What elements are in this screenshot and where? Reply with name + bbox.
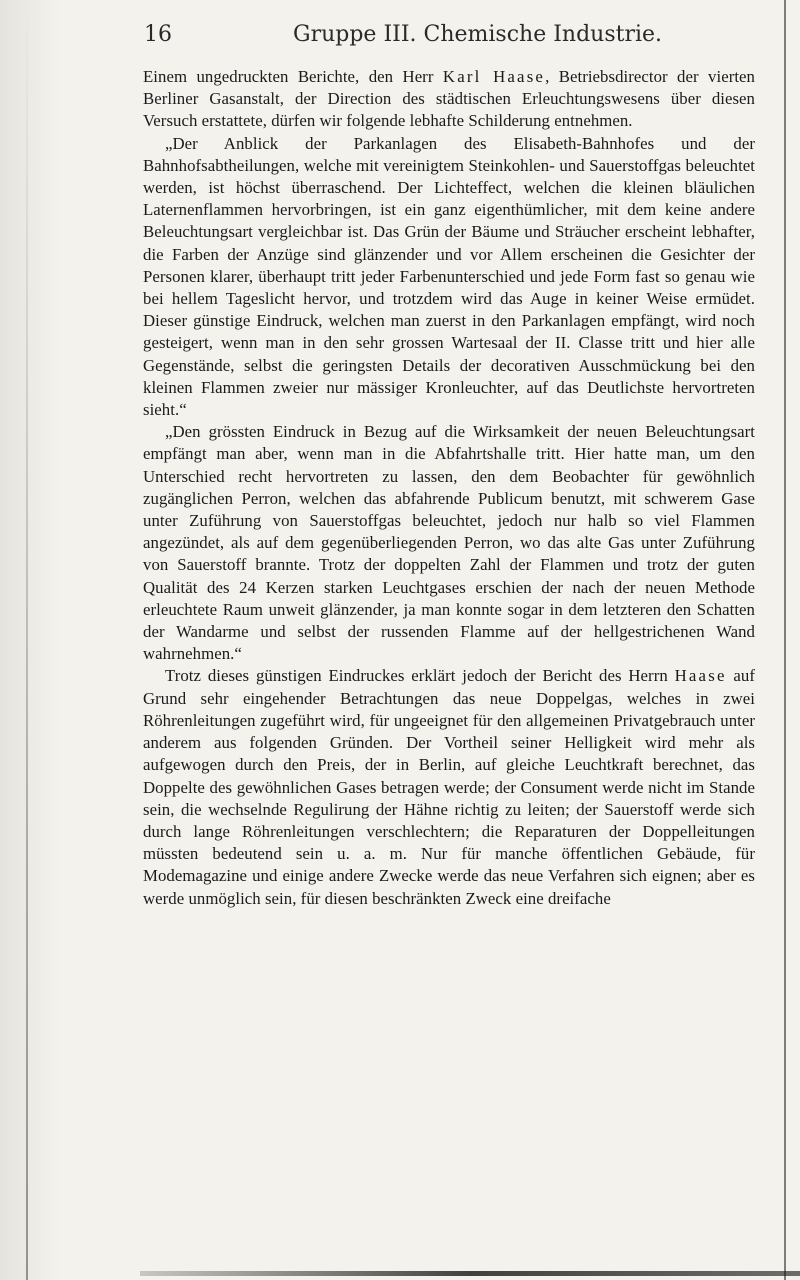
paragraph-4 — [143, 665, 755, 909]
scan-gutter-shadow — [0, 0, 60, 1280]
scan-bottom-edge — [140, 1271, 800, 1276]
page-header — [144, 22, 756, 56]
page-number: 16 — [144, 22, 172, 47]
scan-binding-line — [26, 0, 28, 1280]
paragraph-4-text-a: Trotz dieses günstigen Eindruckes erklärt jedoch der Bericht des Herrn — [165, 666, 675, 686]
running-head: Gruppe III. Chemische Industrie. — [293, 22, 663, 47]
scan-right-edge — [784, 0, 786, 1280]
paragraph-3: „Den grössten Eindruck in Bezug auf die Wirksamkeit der neuen Beleuchtungsart empfängt man aber, wenn man in die Abfahrtshalle tritt. Hier hatte man, um den Unterschied recht hervortreten zu lassen, den dem Beobachter für gewöhnlich zugänglichen Perron, welchen das abfahrende Publicum benutzt, mit schwerem Gase unter Zuführung von Sauerstoffgas beleuchtet, jedoch nur halb so viel Flammen angezündet, als auf dem gegenüberliegenden Perron, wo das alte Gas unter Zuführung von Sauerstoff brannte. Trotz der doppelten Zahl der Flammen und trotz der guten Qualität des 24 Kerzen starken Leuchtgases erschien der nach der neuen Methode erleuchtete Raum unweit glänzender, ja man konnte sogar in dem letzteren den Schatten der Wandarme und selbst der russenden Flamme auf der hellgestrichenen Wand wahrnehmen.“ — [143, 422, 755, 664]
paragraph-1 — [143, 66, 755, 133]
person-name-haase: Haase — [674, 666, 727, 686]
person-name-karl-haase: Karl Haase — [442, 67, 546, 86]
paragraph-1-text-a: Einem ungedruckten Berichte, den Herr — [143, 67, 443, 86]
paragraph-4-text-b: auf Grund sehr eingehender Betrachtungen das neue Doppelgas, welches in zwei Röhrenleitungen zugeführt wird, für ungeeignet für den allgemeinen Privatgebrauch unter anderem aus folgenden Gründen. Der Vortheil seiner Helligkeit wird mehr als aufgewogen durch den Preis, der in Berlin, auf gleiche Leuchtkraft berechnet, das Doppelte des gewöhnlichen Gases betragen werde; der Consument werde nicht im Stande sein, die wechselnde Regulirung der Hähne richtig zu leiten; der Sauerstoff werde sich durch lange Röhrenleitungen verschlechtern; die Reparaturen der Doppelleitungen müssten bedeutend sein u. a. m. Nur für manche öffentlichen Gebäude, für Modemagazine und einige andere Zwecke werde das neue Verfahren sich eignen; aber es werde unmöglich sein, für diesen beschränkten Zweck eine dreifache — [143, 666, 755, 908]
paragraph-2: „Der Anblick der Parkanlagen des Elisabeth-Bahnhofes und der Bahnhofsabtheilungen, welche mit vereinigtem Steinkohlen- und Sauerstoffgas beleuchtet werden, ist höchst überraschend. Der Lichteffect, welchen die kleinen bläulichen Laternenflammen hervorbringen, ist ein ganz eigenthümlicher, mit dem keine andere Beleuchtungsart vergleichbar ist. Das Grün der Bäume und Sträucher erscheint lebhafter, die Farben der Anzüge sind glänzender und vor Allem erscheinen die Gesichter der Personen klarer, überhaupt tritt jeder Farbenunterschied und jede Form fast so genau wie bei hellem Tageslicht hervor, und trotzdem wird das Auge in keiner Weise ermüdet. Dieser günstige Eindruck, welchen man zuerst in den Parkanlagen empfängt, wird noch gesteigert, wenn man in den sehr grossen Wartesaal der II. Classe tritt und hier alle Gegenstände, selbst die geringsten Details der decorativen Ausschmückung bei den kleinen Flammen zweier nur mässiger Kronleuchter, auf das Deutlichste hervortreten sieht.“ — [143, 133, 755, 420]
body-text — [143, 66, 755, 910]
paragraph-1-text-b: , Betriebsdirector der vierten Berliner Gasanstalt, der Direction des städtischen Erleuchtungswesens über diesen Versuch erstattete, dürfen wir folgende lebhafte Schilderung entnehmen. — [143, 67, 755, 131]
